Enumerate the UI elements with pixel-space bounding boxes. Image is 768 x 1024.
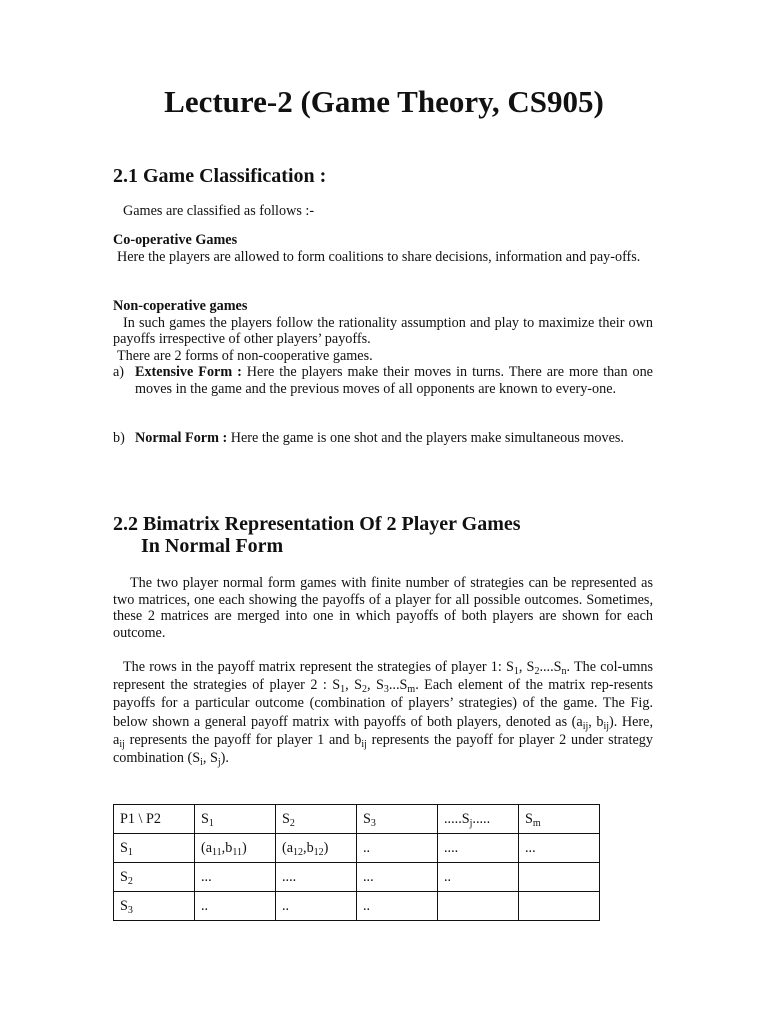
text-run: . Each element of the matrix rep-resents payoffs for a particular outcome (combination of players’ strategies) of the game. The Fig. below shown a general payoff matrix with payoffs of both players, denoted as (a <box>113 677 654 730</box>
cell-text: ..... <box>472 810 491 827</box>
table-col-header <box>357 805 438 834</box>
noncoop-games-text: In such games the players follow the rationality assumption and play to maximize their own payoffs irrespective of other players’ payoffs. <box>113 314 653 348</box>
text-run: represents the payoff for player 1 and b <box>124 731 362 748</box>
subscript: 11 <box>212 846 222 858</box>
text-run: , S <box>518 659 535 675</box>
noncoop-games-block <box>113 298 653 364</box>
text-run: ). Here, a <box>113 713 653 748</box>
subscript: 12 <box>293 846 304 858</box>
subscript: 3 <box>127 904 133 916</box>
table-row-header <box>114 834 195 863</box>
table-cell: .. <box>438 863 519 892</box>
cell-text: S <box>525 810 533 827</box>
cell-text: S <box>201 810 209 827</box>
subscript: 11 <box>232 846 242 858</box>
cell-text: ,b <box>221 839 233 856</box>
text-run: ...S <box>388 677 408 694</box>
cell-text: ) <box>323 839 329 856</box>
table-row-header <box>114 892 195 921</box>
table-col-header <box>195 805 276 834</box>
list-item-extensive-form <box>113 364 653 397</box>
table-col-header <box>438 805 519 834</box>
section-2-2-heading-line2: In Normal Form <box>141 535 284 557</box>
table-cell: .. <box>357 834 438 863</box>
noncoop-games-heading: Non-coperative games <box>113 298 248 314</box>
table-cell: .... <box>276 863 357 892</box>
text-run: represents the payoff for player 2 under strategy combination (S <box>113 731 653 767</box>
text-run: , S <box>367 677 384 694</box>
subscript: i <box>200 757 203 769</box>
table-cell: ... <box>357 863 438 892</box>
para2-text <box>113 659 654 769</box>
subscript: j <box>217 757 221 769</box>
noncoop-forms-text: There are 2 forms of non-cooperative games. <box>117 347 373 364</box>
normal-form-label: Normal Form : <box>135 430 228 446</box>
normal-form-text: Here the game is one shot and the players make simultaneous moves. <box>230 430 624 446</box>
subscript: n <box>561 666 567 677</box>
list-item-body <box>113 430 653 447</box>
subscript: 2 <box>362 684 367 696</box>
section-2-2-para2 <box>113 658 653 767</box>
section-2-2-heading-line1: 2.2 Bimatrix Representation Of 2 Player Games <box>113 513 521 535</box>
table-corner-cell: P1 \ P2 <box>114 805 195 834</box>
coop-games-heading: Co-operative Games <box>113 232 238 248</box>
cell-text: (a <box>282 839 294 856</box>
subscript: m <box>532 817 541 829</box>
subscript: 1 <box>127 846 133 858</box>
list-item-body <box>113 364 653 397</box>
section-2-1-heading: 2.1 Game Classification : <box>113 165 327 187</box>
table-cell: ... <box>519 834 600 863</box>
table-cell: .. <box>357 892 438 921</box>
table-col-header <box>276 805 357 834</box>
table-cell: ... <box>195 863 276 892</box>
subscript: j <box>469 817 473 829</box>
table-cell <box>519 892 600 921</box>
text-run: The rows in the payoff matrix represent the strategies of player 1: S <box>123 659 514 675</box>
table-row <box>114 863 600 892</box>
extensive-form-text: Here the players make their moves in turns. There are more than one moves in the game and the previous moves of all opponents are known to every-one. <box>135 364 653 397</box>
section-2-1-intro <box>113 203 653 220</box>
cell-text: S <box>120 839 128 856</box>
text-run: ). <box>220 750 229 767</box>
table-cell <box>438 892 519 921</box>
coop-games-block <box>113 232 653 265</box>
text-run: , S <box>345 677 362 694</box>
subscript: 12 <box>313 846 324 858</box>
table-cell: .... <box>438 834 519 863</box>
section-2-2-para1 <box>113 575 653 641</box>
table-col-header <box>519 805 600 834</box>
table-cell <box>195 834 276 863</box>
text-run: . The col-umns represent the strategies of player 2 : S <box>113 659 654 694</box>
table-row-header <box>114 863 195 892</box>
cell-text: S <box>282 810 290 827</box>
subscript: m <box>407 684 416 696</box>
cell-text: S <box>363 810 371 827</box>
cell-text: S <box>120 868 128 885</box>
page-title: Lecture-2 (Game Theory, CS905) <box>164 84 604 119</box>
table-row <box>114 892 600 921</box>
subscript: ij <box>119 738 125 750</box>
list-marker: a) <box>113 364 125 380</box>
subscript: 2 <box>534 666 540 677</box>
payoff-matrix-table <box>113 804 600 921</box>
cell-text: .....S <box>444 810 470 827</box>
cell-text: ,b <box>303 839 314 856</box>
table-cell: .. <box>276 892 357 921</box>
cell-text: S <box>120 897 128 914</box>
extensive-form-label: Extensive Form : <box>135 364 242 380</box>
subscript: ij <box>582 720 589 732</box>
subscript: 1 <box>340 684 346 696</box>
cell-text: (a <box>201 839 213 856</box>
list-marker: b) <box>113 430 125 446</box>
text-run: , S <box>202 750 218 767</box>
para1-text: The two player normal form games with finite number of strategies can be represented as two matrices, one each showing the payoffs of a player for all possible outcomes. Sometimes, these 2 matrices are merged into one in which payoffs of both players are shown for each outcome. <box>113 575 653 641</box>
table-row <box>114 834 600 863</box>
subscript: 3 <box>383 684 389 696</box>
section-2-2-heading <box>113 513 521 557</box>
text-run: ....S <box>539 659 562 675</box>
subscript: ij <box>603 720 610 732</box>
table-header-row <box>114 805 600 834</box>
subscript: 3 <box>370 817 376 829</box>
subscript: ij <box>361 738 367 750</box>
list-item-normal-form <box>113 430 653 447</box>
subscript: 1 <box>208 817 214 829</box>
subscript: 2 <box>289 817 295 829</box>
subscript: 1 <box>513 666 519 677</box>
subscript: 2 <box>127 875 133 887</box>
table-cell <box>519 863 600 892</box>
table-cell <box>276 834 357 863</box>
cell-text: ) <box>241 839 247 856</box>
intro-text: Games are classified as follows :- <box>123 203 315 219</box>
table-cell: .. <box>195 892 276 921</box>
text-run: , b <box>588 713 604 730</box>
coop-games-text: Here the players are allowed to form coalitions to share decisions, information and pay-offs. <box>117 248 641 265</box>
